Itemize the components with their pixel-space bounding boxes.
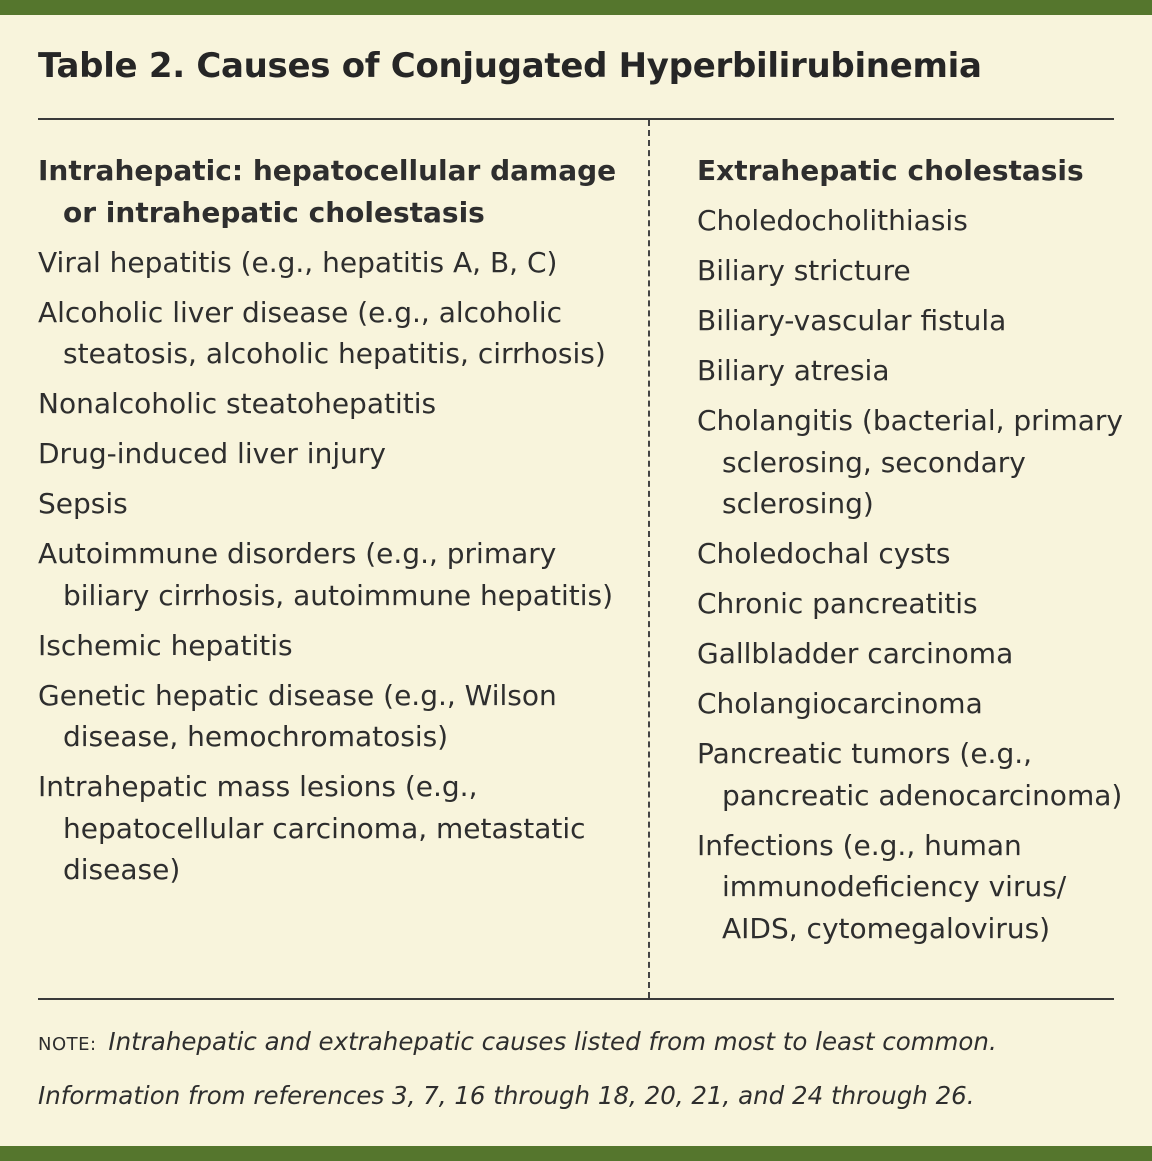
- top-accent-bar: [0, 0, 1152, 15]
- list-item: Autoimmune disorders (e.g., primary biliary cirrhosis, autoimmune hepatitis): [38, 537, 613, 612]
- list-item: Cholangitis (bacterial, primary sclerosing, secondary sclerosing): [697, 403, 1123, 521]
- list-item: Biliary stricture: [697, 253, 911, 287]
- list-item: Gallbladder carcinoma: [697, 637, 1014, 671]
- extrahepatic-heading: Extrahepatic cholestasis: [697, 154, 1084, 187]
- bottom-accent-bar: [0, 1146, 1152, 1161]
- list-item: Nonalcoholic steatohepatitis: [38, 387, 437, 421]
- list-item: Alcoholic liver disease (e.g., alcoholic steatosis, alcoholic hepatitis, cirrhosis): [38, 295, 606, 371]
- table-note: [38, 1026, 997, 1061]
- note-label: NOTE:: [38, 1034, 97, 1055]
- intrahepatic-column: [38, 150, 638, 891]
- list-item: Biliary atresia: [697, 353, 890, 387]
- list-item: Infections (e.g., human immunodeficiency virus/ AIDS, cytomegalovirus): [697, 828, 1067, 945]
- table-top-rule: [38, 118, 1114, 120]
- column-divider: [648, 120, 650, 998]
- source-citation: Information from references 3, 7, 16 through 18, 20, 21, and 24 through 26.: [38, 1081, 975, 1110]
- list-item: Biliary-vascular fistula: [697, 303, 1007, 337]
- list-item: Sepsis: [38, 487, 128, 521]
- intrahepatic-list: [38, 242, 638, 891]
- intrahepatic-heading: Intrahepatic: hepatocellular damage or intrahepatic cholestasis: [38, 154, 617, 229]
- extrahepatic-column: [697, 150, 1137, 949]
- table-title: Table 2. Causes of Conjugated Hyperbilirubinemia: [38, 46, 982, 86]
- list-item: Chronic pancreatitis: [697, 587, 978, 621]
- list-item: Cholangiocarcinoma: [697, 687, 983, 721]
- list-item: Choledochal cysts: [697, 537, 951, 571]
- list-item: Intrahepatic mass lesions (e.g., hepatocellular carcinoma, metastatic disease): [38, 770, 586, 887]
- note-text: Intrahepatic and extrahepatic causes listed from most to least common.: [108, 1027, 997, 1056]
- list-item: Pancreatic tumors (e.g., pancreatic adenocarcinoma): [697, 737, 1123, 812]
- list-item: Viral hepatitis (e.g., hepatitis A, B, C): [38, 245, 558, 279]
- list-item: Drug-induced liver injury: [38, 437, 386, 471]
- list-item: Ischemic hepatitis: [38, 628, 293, 662]
- extrahepatic-list: [697, 200, 1137, 949]
- list-item: Choledocholithiasis: [697, 203, 968, 237]
- list-item: Genetic hepatic disease (e.g., Wilson disease, hemochromatosis): [38, 678, 557, 754]
- table-bottom-rule: [38, 998, 1114, 1000]
